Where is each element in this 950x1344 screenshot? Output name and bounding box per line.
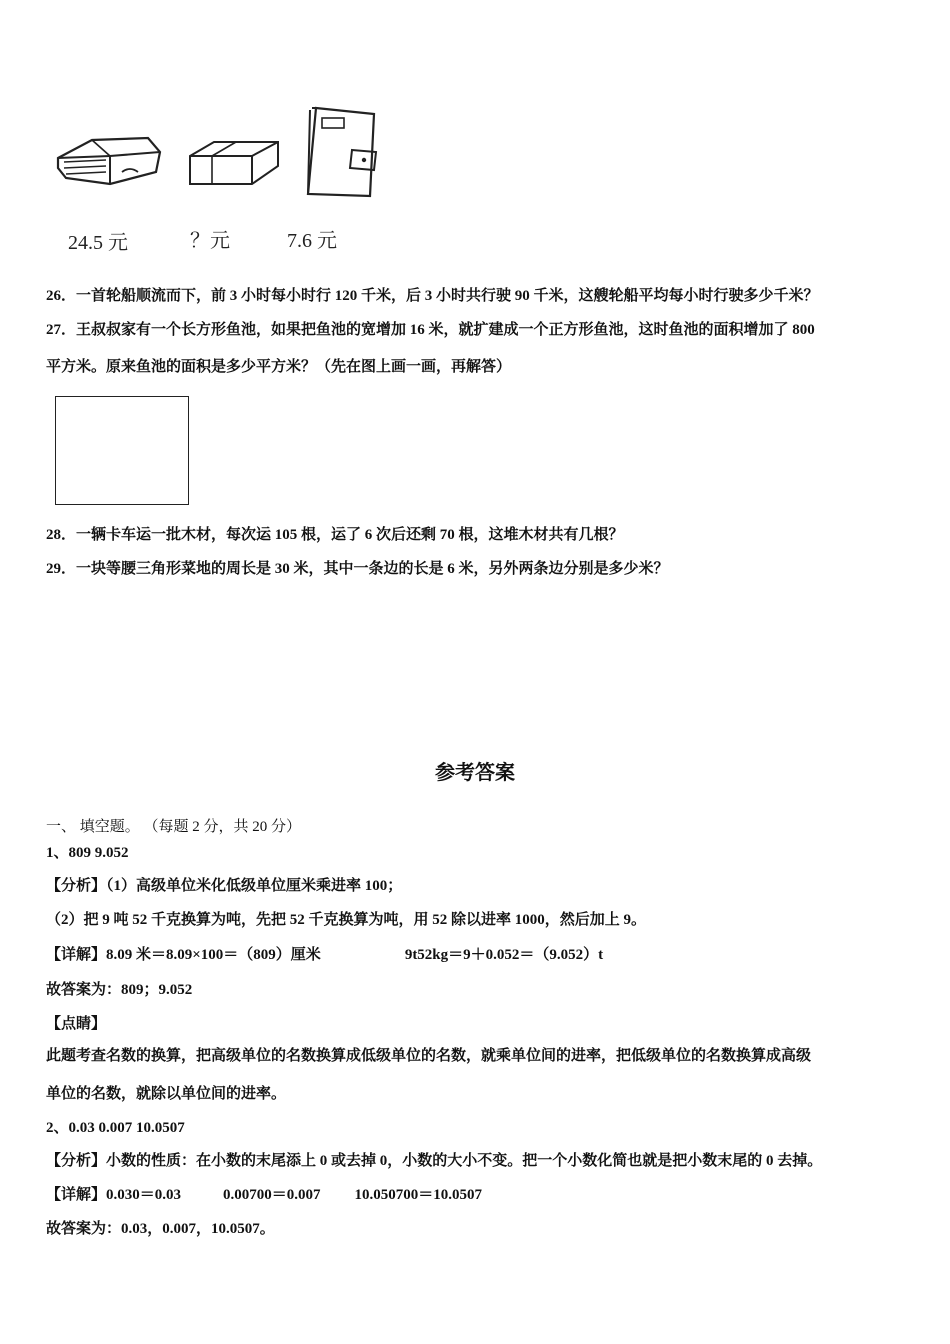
answer-1-key-label: 【点睛】 <box>46 1016 107 1032</box>
question-27-line2: 平方米。原来鱼池的面积是多少平方米？（先在图上画一画，再解答） <box>46 359 512 375</box>
answer-1-analysis-1: 【分析】（1）高级单位米化低级单位厘米乘进率 100； <box>46 878 403 894</box>
question-26: 26．一首轮船顺流而下，前 3 小时每小时行 120 千米，后 3 小时共行驶 90 千米，这艘轮船平均每小时行驶多少千米？ <box>46 288 819 304</box>
pencil-case-icon <box>52 128 164 190</box>
answer-2-analysis: 【分析】小数的性质：在小数的末尾添上 0 或去掉 0，小数的大小不变。把一个小数化简也就是把小数末尾的 0 去掉。 <box>46 1153 823 1169</box>
price-label-eraser: ？元 <box>190 230 230 252</box>
answer-2-detail-a: 【详解】0.030＝0.03 <box>46 1187 182 1203</box>
answer-1-detail-a: 【详解】8.09 米＝8.09×100＝（809）厘米 <box>46 947 321 963</box>
answer-1-key-line2: 单位的名数，就除以单位间的进率。 <box>46 1086 287 1102</box>
answer-2-detail-c: 10.050700＝10.0507 <box>354 1187 483 1203</box>
question-29: 29．一块等腰三角形菜地的周长是 30 米，其中一条边的长是 6 米，另外两条边分别是多少米？ <box>46 561 669 577</box>
answer-2-detail <box>46 1186 482 1204</box>
answer-2-detail-b: 0.00700＝0.007 <box>223 1187 321 1203</box>
eraser-icon <box>186 134 282 194</box>
answer-1: 1、809 9.052 <box>46 845 129 861</box>
answer-1-key-line1: 此题考查名数的换算，把高级单位的名数换算成低级单位的名数，就乘单位间的进率，把低级单位的名数换算成高级 <box>46 1048 812 1064</box>
answer-1-conclusion: 故答案为：809；9.052 <box>46 982 193 998</box>
question-27-line1: 27．王叔叔家有一个长方形鱼池，如果把鱼池的宽增加 16 米，就扩建成一个正方形鱼池，这时鱼池的面积增加了 800 <box>46 322 815 338</box>
answer-1-detail <box>46 946 603 964</box>
answer-2-conclusion: 故答案为：0.03，0.007，10.0507。 <box>46 1221 275 1237</box>
section-heading: 一、 填空题。 （每题 2 分，共 20 分） <box>46 819 302 835</box>
answers-title: 参考答案 <box>435 760 515 784</box>
fish-pond-rectangle <box>55 396 189 505</box>
answer-2: 2、0.03 0.007 10.0507 <box>46 1120 185 1136</box>
question-28: 28．一辆卡车运一批木材，每次运 105 根，运了 6 次后还剩 70 根，这堆木材共有几根？ <box>46 527 624 543</box>
answer-1-analysis-2: （2）把 9 吨 52 千克换算为吨，先把 52 千克换算为吨，用 52 除以进率 1000，然后加上 9。 <box>46 912 647 928</box>
price-label-pencil-case: 24.5 元 <box>68 232 128 254</box>
price-label-wallet: 7.6 元 <box>287 230 337 252</box>
answer-1-detail-b: 9t52kg＝9＋0.052＝（9.052）t <box>404 947 604 963</box>
wallet-icon <box>300 104 380 198</box>
